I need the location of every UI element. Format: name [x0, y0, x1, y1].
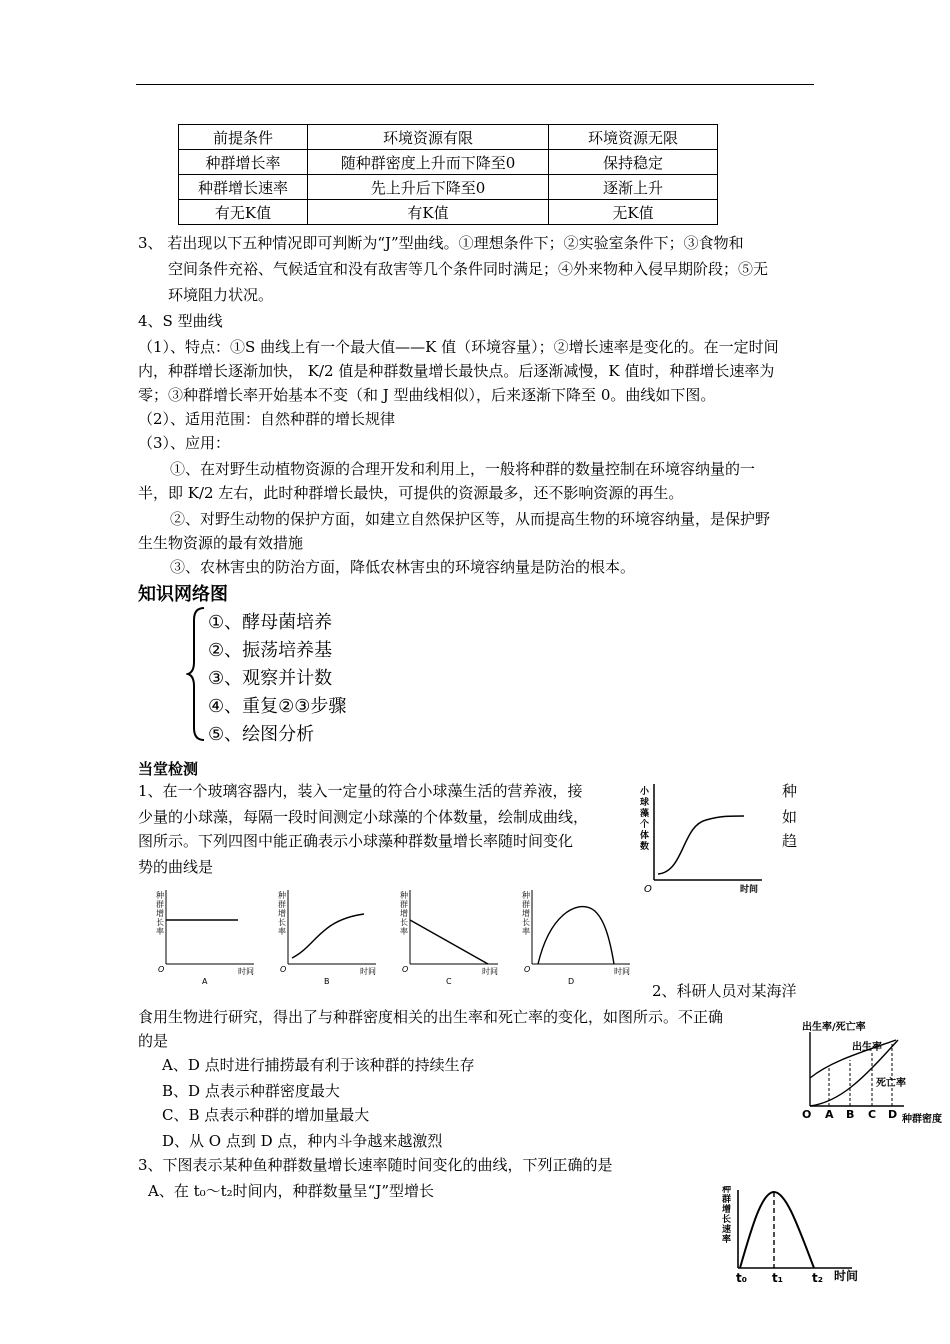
- question-line: 的是: [138, 1032, 169, 1050]
- axis-origin: O: [644, 884, 652, 895]
- table-cell: 有无K值: [179, 200, 308, 225]
- network-item: ③、观察并计数: [208, 668, 333, 689]
- paragraph-line: （3）、应用：: [138, 434, 231, 452]
- x-axis-label: 时间: [740, 885, 759, 895]
- x-axis-label: 时间: [614, 967, 630, 976]
- question-line: 食用生物进行研究，得出了与种群密度相关的出生率和死亡率的变化，如图所示。不正确: [138, 1008, 724, 1026]
- table-cell: 环境资源有限: [308, 125, 549, 150]
- question-line: 少量的小球藻，每隔一段时间测定小球藻的个体数量，绘制成曲线，: [138, 808, 589, 826]
- table-cell: 种群增长速率: [179, 175, 308, 200]
- figure-growth-rate-curve: [718, 1186, 878, 1286]
- table-cell: 保持稳定: [549, 150, 718, 175]
- question-line: 2、科研人员对某海洋: [652, 982, 797, 1000]
- answer-option: B、D 点表示种群密度最大: [162, 1082, 340, 1100]
- table-row: [179, 125, 718, 150]
- option-chart-c: [400, 890, 498, 986]
- question-line: 3、下图表示某种鱼种群数量增长速率随时间变化的曲线，下列正确的是: [138, 1156, 613, 1174]
- axis-origin: O: [280, 965, 287, 974]
- answer-option: A、D 点时进行捕捞最有利于该种群的持续生存: [162, 1056, 475, 1074]
- question-line: 图所示。下列四图中能正确表示小球藻种群数量增长率随时间变化: [138, 832, 574, 850]
- option-label: C: [446, 977, 452, 986]
- paragraph-line: 内，种群增长逐渐加快， K/2 值是种群数量增长最快点。后逐渐减慢，K 值时，种群增长速率为: [138, 362, 775, 380]
- x-tick: A: [825, 1108, 834, 1121]
- table-row: [179, 200, 718, 225]
- table-cell: 先上升后下降至0: [308, 175, 549, 200]
- figure-birth-death-rates: [800, 1018, 948, 1130]
- x-axis-label: 种群密度: [902, 1114, 942, 1125]
- question-line: 势的曲线是: [138, 858, 214, 876]
- y-axis-label: 种群增长率: [278, 891, 286, 936]
- network-item: ①、酵母菌培养: [208, 612, 333, 633]
- paragraph-line: ①、在对野生动植物资源的合理开发和利用上，一般将种群的数量控制在环境容纳量的一: [170, 460, 756, 478]
- axis-origin: O: [402, 965, 409, 974]
- network-title: 知识网络图: [138, 584, 228, 605]
- comparison-table: [178, 124, 718, 225]
- paragraph-line: ③、农林害虫的防治方面，降低农林害虫的环境容纳量是防治的根本。: [170, 558, 636, 576]
- y-axis-label: 小球藻个体数: [640, 787, 650, 852]
- y-axis-label: 出生率/死亡率: [802, 1022, 866, 1033]
- y-axis-label: 种群增长率: [400, 891, 408, 936]
- figure-options: [144, 884, 644, 990]
- option-chart-b: [278, 890, 376, 986]
- death-rate-label: 死亡率: [876, 1078, 906, 1089]
- table-cell: 随种群密度上升而下降至0: [308, 150, 549, 175]
- table-row: [179, 150, 718, 175]
- section-heading: 4、S 型曲线: [138, 312, 223, 330]
- header-rule: [136, 84, 814, 85]
- x-tick: B: [846, 1108, 855, 1121]
- paragraph-line: （1）、特点：①S 曲线上有一个最大值——K 值（环境容量）；②增长速率是变化的。在一定时间: [138, 338, 779, 356]
- quiz-title: 当堂检测: [138, 760, 199, 778]
- network-item: ②、振荡培养基: [208, 640, 333, 661]
- network-item: ④、重复②③步骤: [208, 696, 347, 717]
- table-cell: 无K值: [549, 200, 718, 225]
- question-line: 1、在一个玻璃容器内，装入一定量的符合小球藻生活的营养液，接: [138, 782, 583, 800]
- birth-rate-label: 出生率: [852, 1042, 882, 1053]
- x-axis-label: 时间: [834, 1269, 859, 1283]
- x-axis-label: 时间: [482, 967, 498, 976]
- figure-algae-curve: [636, 780, 772, 900]
- answer-option: D、从 O 点到 D 点，种内斗争越来越激烈: [162, 1132, 443, 1150]
- x-tick: O: [802, 1108, 812, 1121]
- table-row: [179, 175, 718, 200]
- paragraph-line: 半，即 K/2 左右，此时种群增长最快，可提供的资源最多，还不影响资源的再生。: [138, 484, 684, 502]
- option-chart-a: [156, 890, 254, 986]
- t2-label: t₂: [812, 1271, 823, 1285]
- table-cell: 前提条件: [179, 125, 308, 150]
- x-axis-label: 时间: [238, 967, 254, 976]
- table-cell: 种群增长率: [179, 150, 308, 175]
- x-tick: D: [888, 1108, 898, 1121]
- x-axis-label: 时间: [360, 967, 376, 976]
- brace-icon: [186, 606, 208, 742]
- axis-origin: O: [158, 965, 165, 974]
- answer-option: A、在 t₀～t₂时间内，种群数量呈“J”型增长: [148, 1182, 435, 1200]
- network-item: ⑤、绘图分析: [208, 724, 315, 745]
- table-cell: 环境资源无限: [549, 125, 718, 150]
- y-axis-label: 种群增长速率: [722, 1186, 732, 1245]
- paragraph-line: （2）、适用范围：自然种群的增长规律: [138, 410, 396, 428]
- paragraph-line: 环境阻力状况。: [168, 286, 274, 304]
- option-chart-d: [522, 890, 630, 986]
- question-line: 种: [782, 782, 798, 800]
- axis-origin: O: [524, 965, 531, 974]
- t0-label: t₀: [736, 1271, 747, 1285]
- table-cell: 逐渐上升: [549, 175, 718, 200]
- paragraph-line: 零；③种群增长率开始基本不变（和 J 型曲线相似），后来逐渐下降至 0。曲线如下图。: [138, 386, 716, 404]
- option-label: A: [202, 977, 208, 986]
- t1-label: t₁: [772, 1271, 783, 1285]
- answer-option: C、B 点表示种群的增加量最大: [162, 1106, 370, 1124]
- x-tick: C: [868, 1108, 877, 1121]
- paragraph-line: ②、对野生动物的保护方面，如建立自然保护区等，从而提高生物的环境容纳量，是保护野: [170, 510, 771, 528]
- y-axis-label: [640, 785, 650, 852]
- option-label: D: [568, 977, 575, 986]
- paragraph-line: 空间条件充裕、气候适宜和没有敌害等几个条件同时满足；④外来物种入侵早期阶段；⑤无: [168, 260, 769, 278]
- y-axis-label: 种群增长率: [522, 891, 530, 936]
- question-line: 如: [782, 808, 798, 826]
- table-cell: 有K值: [308, 200, 549, 225]
- option-label: B: [324, 977, 330, 986]
- paragraph-line: 生生物资源的最有效措施: [138, 534, 304, 552]
- question-line: 趋: [782, 832, 798, 850]
- paragraph-line: 3、 若出现以下五种情况即可判断为“J”型曲线。①理想条件下；②实验室条件下；③食物和: [138, 234, 744, 252]
- y-axis-label: 种群增长率: [156, 891, 164, 936]
